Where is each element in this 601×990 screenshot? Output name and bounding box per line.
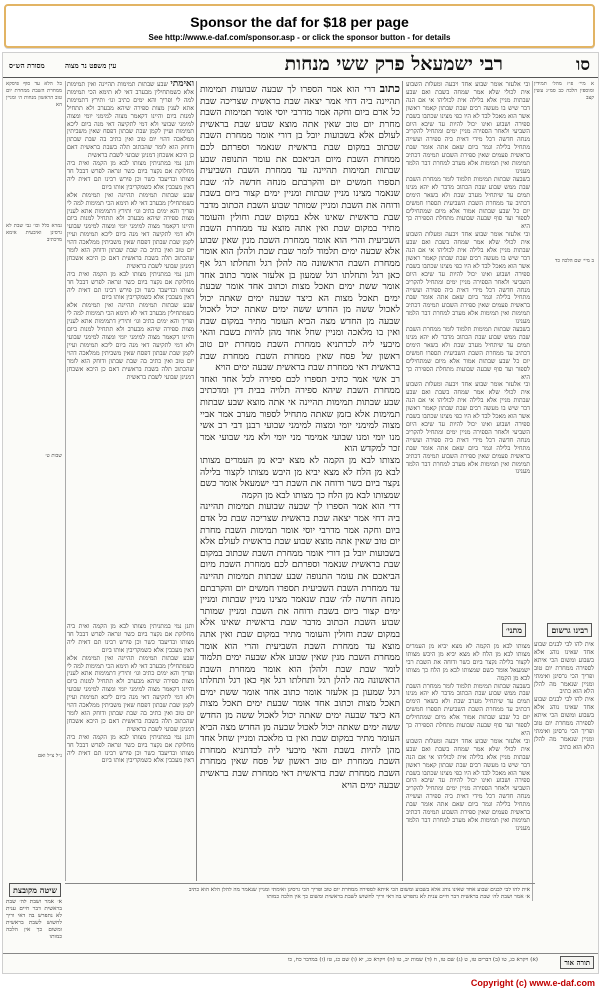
rashi-column-lower: מצותו לבא מן הקמה לא מצא יביא מן העמרים מצותו לבא מן הלח לא מצא יביא מן היבש מצותו לקצור בלילה נקצר ביום כשר ודוחה את השבת רבי ישמעאל אומר כשם שמצותו לבא מן הלח כך מצותו לבא מן הקמה בשבעה שבתות תמימות תלמוד לומר ממחרת השבת שבת ממש שבוע שבת הכתוב מדבר לא יהא מנינו תמים עד שיתחיל מערב שבת ולא בשאר הימים דכתיב עד ממחרת השבת השביעית תספרו חמשים יום כל שבע שבתות אמור אלא מיום שמתחילים לספור ועד סוף שבעה שבועות מתחלת הספירה כך היא ובי אלעזר אומר שבוע אחד ויבעה ומעלות השבוע אית לכולי שלא אמר שמחה בשבת ואם שבע שבתות מניין אלא בלילה אית לכוליהו אי אם הנה דבר שיש בו מעשה רבים שבת שבתון קאמר ראשון אשר הוא מאכל לבד לא היו כפי מצינו שכתבו בשבת ספירה ושבוע ואינו יכול להיות עד שיבא היום השביעי ולאחר הספירה מניין ימים ומתחיל להקריב מנחה חדשה דכל מידי דאית ביה ספירה ועשייה מתחיל בלילה וגמר ביום שאם אתה אומר שבת בראשית פעמים שאין ספירת השבוע תמימה דכתיב תמימות ואין תמימות אלא מערב למחרת דבר הלמד מענינו [406, 643, 530, 832]
mishna-heading: מתני׳ [502, 623, 526, 637]
rule-left-margin [65, 81, 66, 881]
sponsor-title[interactable]: Sponsor the daf for $18 per page [190, 14, 409, 30]
rule-left [196, 81, 197, 881]
margin-right-mid: ב מיי׳ שם הלכה כד [555, 258, 594, 264]
rashi-column: ובי אלעזר אומר שבוע אחד ויבעה ומעלות השבוע אית לכולי שלא אמר שמחה בשבת ואם שבע שבתות מניין אלא בלילה אית לכוליהו אי אם הנה דבר שיש בו מעשה רבים שבת שבתון קאמר ראשון אשר הוא מאכל לבד לא היו כפי מצינו שכתבו בשבת ספירה ושבוע ואינו יכול להיות עד שיבא היום השביעי ולאחר הספירה מניין ימים ומתחיל להקריב מנחה חדשה דכל מידי דאית ביה ספירה ועשייה מתחיל בלילה וגמר ביום שאם אתה אומר שבת בראשית פעמים שאין ספירת השבוע תמימה דכתיב תמימות ואין תמימות אלא מערב למחרת דבר הלמד מענינו בשבעה שבתות תמימות תלמוד לומר ממחרת השבת שבת ממש שבוע שבת הכתוב מדבר לא יהא מנינו תמים עד שיתחיל מערב שבת ולא בשאר הימים דכתיב עד ממחרת השבת השביעית תספרו חמשים יום כל שבע שבתות אמור אלא מיום שמתחילים לספור ועד סוף שבעה שבועות מתחלת הספירה כך היא ובי אלעזר אומר שבוע אחד ויבעה ומעלות השבוע אית לכולי שלא אמר שמחה בשבת ואם שבע שבתות מניין אלא בלילה אית לכוליהו אי אם הנה דבר שיש בו מעשה רבים שבת שבתון קאמר ראשון אשר הוא מאכל לבד לא היו כפי מצינו שכתבו בשבת ספירה ושבוע ואינו יכול להיות עד שיבא היום השביעי ולאחר הספירה מניין ימים ומתחיל להקריב מנחה חדשה דכל מידי דאית ביה ספירה ועשייה מתחיל בלילה וגמר ביום שאם אתה אומר שבת בראשית פעמים שאין ספירת השבוע תמימה דכתיב תמימות ואין תמימות אלא מערב למחרת דבר הלמד מענינו בשבעה שבתות תמימות תלמוד לומר ממחרת השבת שבת ממש שבוע שבת הכתוב מדבר לא יהא מנינו תמים עד שיתחיל מערב שבת ולא בשאר הימים דכתיב עד ממחרת השבת השביעית תספרו חמשים יום כל שבע שבתות אמור אלא מיום שמתחילים לספור ועד סוף שבעה שבועות מתחלת הספירה כך היא ובי אלעזר אומר שבוע אחד ויבעה ומעלות השבוע אית לכולי שלא אמר שמחה בשבת ואם שבע שבתות מניין אלא בלילה אית לכוליהו אי אם הנה דבר שיש בו מעשה רבים שבת שבתון קאמר ראשון אשר הוא מאכל לבד לא היו כפי מצינו שכתבו בשבת ספירה ושבוע ואינו יכול להיות עד שיבא היום השביעי ולאחר הספירה מניין ימים ומתחיל להקריב מנחה חדשה דכל מידי דאית ביה ספירה ועשייה מתחיל בלילה וגמר ביום שאם אתה אומר שבת בראשית פעמים שאין ספירת השבוע תמימה דכתיב תמימות ואין תמימות אלא מערב למחרת דבר הלמד מענינו [406, 81, 530, 476]
gemara-opening-word: כתוב [379, 83, 400, 95]
rabbeinu-gershom-column: אית להו לבי לבנים שבוע אחד שאינו נוהג אלא בשבוע ומשום הכי איתא לספירה ממחרת יום טוב ופריך הכי גרסינן ואימתי ומניין שנאמר מה להלן הלא הוא כתיב אית להו לבי לבנים שבוע אחד שאינו נוהג אלא בשבוע ומשום הכי איתא לספירה ממחרת יום טוב ופריך הכי גרסינן ואימתי ומניין שנאמר מה להלן הלא הוא כתיב [534, 641, 594, 751]
shita-mekubetzet-heading: שיטה מקובצת [9, 883, 61, 897]
masoret-hashas-label: מסורת הש״ס [9, 61, 45, 70]
tosafot-column-lower: ותנן נמי במתניתין מצותו לבא מן הקמה ואית ביה מחלוקת אם נקצר ביום כשר ונראה לפרש דבכל חד מצותו ובדיעבד כשר וכן פירש רבינו תם דאית ליה דאין מעכבין אלא כשמקריבין אותו ביום שבע שבתות תמימות תהיינה ואין תמימות אלא כשמתחילין מבערב דאי לא תימא הכי תמימות למה לי ופריך והא ימים כתיב וגו׳ ותירץ דתמימות אתא לענין מצות ספירה שיהא מבערב ולא תתחיל למנות ביום והיינו דקאמר מצוה למימני יומי ומצוה למימני שבועי ולא דמי לתקיעה דאי מנה ביום ליכא תמימות ועיין לקמן שבת שבתון דפסח שאין משביתין ממלאכה דהוי יום טוב ואין כתיב בה שבת שבתון ודוחק הוא לומר שהכתוב תלה בשבת בראשית דאם כן היכא אשכחן דמנינן שבועי לשבת בראשית ותנן נמי במתניתין מצותו לבא מן הקמה ואית ביה מחלוקת אם נקצר ביום כשר ונראה לפרש דבכל חד מצותו ובדיעבד כשר וכן פירש רבינו תם דאית ליה דאין מעכבין אלא כשמקריבין אותו ביום [67, 623, 194, 765]
daf-number: סו [575, 55, 590, 75]
sponsor-subtitle[interactable]: See http://www.e-daf.com/sponsor.asp - or click the sponsor button - for details [148, 33, 451, 42]
rabbeinu-gershom-heading: רבינו גרשום [547, 623, 592, 637]
sponsor-banner[interactable] [4, 4, 595, 48]
chapter-header: רבי ישמעאל פרק ששי מנחות [284, 53, 503, 75]
margin-left-reference: שבות ט׳ [45, 453, 62, 459]
torah-or-heading: תורה אור [560, 956, 594, 969]
margin-right-top: א מיי׳ פ״ז מהל׳ תמידין ומוספין הלכה כב סמ״ג עשין קצב [534, 81, 594, 101]
margin-left-mid: גמרא כלל וכו׳ גבי שבת לא גרסינן ואיבעית אימא מדכתיב [6, 223, 62, 243]
torah-or-rule [3, 953, 598, 954]
margin-left-top: כל הלא עד סוף פיסקא ממחרת השבת ממחרת יום טוב הראשון מנחות ה׳ ומניין הא [6, 81, 62, 108]
shita-mekubetzet-text: א׳ אמר ושבת לה׳ שבת בראשית דבר חיים ענית לא נתפרש בה דאי וריך לחשוש לשבת בראשית ומשום כך אין הלכה כמותו [6, 899, 62, 940]
ein-mishpat-header: עין משפט נר מצוה [65, 61, 117, 70]
tosafot-opening-word: ואימתי [170, 81, 194, 89]
bottom-rule [65, 883, 535, 884]
rule-right [402, 81, 403, 881]
torah-or-text: (א) ויקרא כג, טו (ב) דברים טז, ט (ג) שם טז, ח (ד) שמות יב, טו (ה) ויקרא כג, יא (ו) שם כג, טז (ז) במדבר כח, כו [287, 957, 538, 963]
copyright-link[interactable]: Copyright (c) www.e-daf.com [470, 978, 595, 988]
gemara-column: כתוב דרי הוא אמר הספרו לך שבעה שבועות תמימות תהיינה ביה דחי אמר יצאה שבת בראשית שצריכה שבת כל אדם ביום וחקה אמר מדרבי יוסי אומר תמימות השבת מחרת יום טוב שאין אתה מוצא שבוע שבת בראשית לעולם אלא בשבועות יובל בן דורי אומר ממחרת השבת שכתוב במקום שבת בראשית שנאמר וספרתם לכם ממחרת השבת מיום הביאכם את עומר התנופה שבע שבתות תמימות תהיינה עד ממחרת השבת השביעית תספרו חמשים יום והקרבתם מנחה חדשה לה׳ שבת שנאמר מצינו מניין שבתות ומניין ימים קצור ביום בשבת ודוחה את השבת ומניין שמותר שבוע השבת הכתוב מדבר שבת בראשית שאינו אלא במקום שבת וחולין והעומר מתיר במקום שבת ואין אתה מוצא עד ממחרת השבת השביעית והרי הוא אומר ממחרת השבת מנין שאין שבוע אלא שבעה ימים תלמוד לומר שבת שבת ולהלן הוא אומר ממחרת השבת הראשונה מה להלן רגל ותחלתו רגל אף כאן רגל ותחלתו רגל שמעון בן אלעזר אומר כתוב אחד אומר ששת ימים תאכל מצות וכתוב אחד אומר שבעת ימים תאכל מצות הא כיצד שבעה ימים שאתה יכול לאכול ששה מן החדש ששה ימים שאתה יכול לאכול שבעה מן החדש מצה הביא העומר מתיר במקום שבת ואין בו מלאכה ומניין שחל אחד מהן להיות בשבת והאי מיבעי ליה לכדתניא ממחרת השבת ממחרת יום טוב ראשון של פסח שאין ממחרת השבת ממחרת שבת בראשית דאי ממחרת שבת בראשית שבעה ימים הויא רב אשי אמר כתיב תספרו לכם ספירה לכל אחד ואחד ממחרת השבת שיהא ספירה תלויה בבית דין ומדכתיב שבע שבתות תמימות תהיינה אי אתה מוצא שבע שבתות תמימות אלא בזמן שאתה מתחיל לספור מערב אמר אביי מצוה למימני יומי ומצוה למימני שבועי רבנן דבי רב אשי מנו יומי ומנו שבועי אמימר מני יומי ולא מני שבועי אמר זכר למקדש הוא מצותו לבא מן הקמה לא מצא יביא מן העמרים מצותו לבא מן הלח לא מצא יביא מן היבש מצותו לקצור בלילה נקצר ביום כשר ודוחה את השבת רבי ישמעאל אומר כשם שמצותו לבא מן הלח כך מצותו לבא מן הקמה דרי הוא אמר הספרו לך שבעה שבועות תמימות תהיינה ביה דחי אמר יצאה שבת בראשית שצריכה שבת כל אדם ביום וחקה אמר מדרבי יוסי אומר תמימות השבת מחרת יום טוב שאין אתה מוצא שבוע שבת בראשית לעולם אלא בשבועות יובל בן דורי אומר ממחרת השבת שכתוב במקום שבת בראשית שנאמר וספרתם לכם ממחרת השבת מיום הביאכם את עומר התנופה שבע שבתות תמימות תהיינה עד ממחרת השבת השביעית תספרו חמשים יום והקרבתם מנחה חדשה לה׳ שבת שנאמר מצינו מניין שבתות ומניין ימים קצור ביום בשבת ודוחה את השבת ומניין שמותר שבוע השבת הכתוב מדבר שבת בראשית שאינו אלא במקום שבת וחולין והעומר מתיר במקום שבת ואין אתה מוצא עד ממחרת השבת השביעית והרי הוא אומר ממחרת השבת מנין שאין שבוע אלא שבעה ימים תלמוד לומר שבת שבת ולהלן הוא אומר ממחרת השבת הראשונה מה להלן רגל ותחלתו רגל אף כאן רגל ותחלתו רגל שמעון בן אלעזר אומר כתוב אחד אומר ששת ימים תאכל מצות וכתוב אחד אומר שבעת ימים תאכל מצות הא כיצד שבעה ימים שאתה יכול לאכול ששה מן החדש ששה ימים שאתה יכול לאכול שבעה מן החדש מצה הביא העומר מתיר במקום שבת ואין בו מלאכה ומניין שחל אחד מהן להיות בשבת והאי מיבעי ליה לכדתניא ממחרת השבת ממחרת יום טוב ראשון של פסח שאין ממחרת השבת ממחרת שבת בראשית דאי ממחרת שבת בראשית שבעה ימים הויא [200, 83, 400, 791]
talmud-page [2, 52, 599, 974]
rule-right-margin [532, 81, 533, 901]
margin-left-note: נ״ל צ״ל ואם [37, 753, 62, 759]
bottom-notes: אית להו לבי לבנים שבוע אחד שאינו נוהג אלא בשבוע ומשום הכי איתא לספירה ממחרת יום טוב ופריך הכי גרסינן ואימתי ומניין שנאמר מה להלן הלא הוא כתיב א׳ אמר ושבת לה׳ שבת בראשית דבר חיים ענית לא נתפרש בה דאי וריך לחשוש לשבת בראשית ומשום כך אין הלכה כמותו [188, 887, 530, 900]
header-rule [3, 77, 598, 78]
tosafot-column: ואימתי שבע שבתות תמימות תהיינה ואין תמימות אלא כשמתחילין מבערב דאי לא תימא הכי תמימות למה לי ופריך והא ימים כתיב וגו׳ ותירץ דתמימות אתא לענין מצות ספירה שיהא מבערב ולא תתחיל למנות ביום והיינו דקאמר מצוה למימני יומי ומצוה למימני שבועי ולא דמי לתקיעה דאי מנה ביום ליכא תמימות ועיין לקמן שבת שבתון דפסח שאין משביתין ממלאכה דהוי יום טוב ואין כתיב בה שבת שבתון ודוחק הוא לומר שהכתוב תלה בשבת בראשית דאם כן היכא אשכחן דמנינן שבועי לשבת בראשית ותנן נמי במתניתין מצותו לבא מן הקמה ואית ביה מחלוקת אם נקצר ביום כשר ונראה לפרש דבכל חד מצותו ובדיעבד כשר וכן פירש רבינו תם דאית ליה דאין מעכבין אלא כשמקריבין אותו ביום שבע שבתות תמימות תהיינה ואין תמימות אלא כשמתחילין מבערב דאי לא תימא הכי תמימות למה לי ופריך והא ימים כתיב וגו׳ ותירץ דתמימות אתא לענין מצות ספירה שיהא מבערב ולא תתחיל למנות ביום והיינו דקאמר מצוה למימני יומי ומצוה למימני שבועי ולא דמי לתקיעה דאי מנה ביום ליכא תמימות ועיין לקמן שבת שבתון דפסח שאין משביתין ממלאכה דהוי יום טוב ואין כתיב בה שבת שבתון ודוחק הוא לומר שהכתוב תלה בשבת בראשית דאם כן היכא אשכחן דמנינן שבועי לשבת בראשית ותנן נמי במתניתין מצותו לבא מן הקמה ואית ביה מחלוקת אם נקצר ביום כשר ונראה לפרש דבכל חד מצותו ובדיעבד כשר וכן פירש רבינו תם דאית ליה דאין מעכבין אלא כשמקריבין אותו ביום שבע שבתות תמימות תהיינה ואין תמימות אלא כשמתחילין מבערב דאי לא תימא הכי תמימות למה לי ופריך והא ימים כתיב וגו׳ ותירץ דתמימות אתא לענין מצות ספירה שיהא מבערב ולא תתחיל למנות ביום והיינו דקאמר מצוה למימני יומי ומצוה למימני שבועי ולא דמי לתקיעה דאי מנה ביום ליכא תמימות ועיין לקמן שבת שבתון דפסח שאין משביתין ממלאכה דהוי יום טוב ואין כתיב בה שבת שבתון ודוחק הוא לומר שהכתוב תלה בשבת בראשית דאם כן היכא אשכחן דמנינן שבועי לשבת בראשית [67, 81, 194, 381]
